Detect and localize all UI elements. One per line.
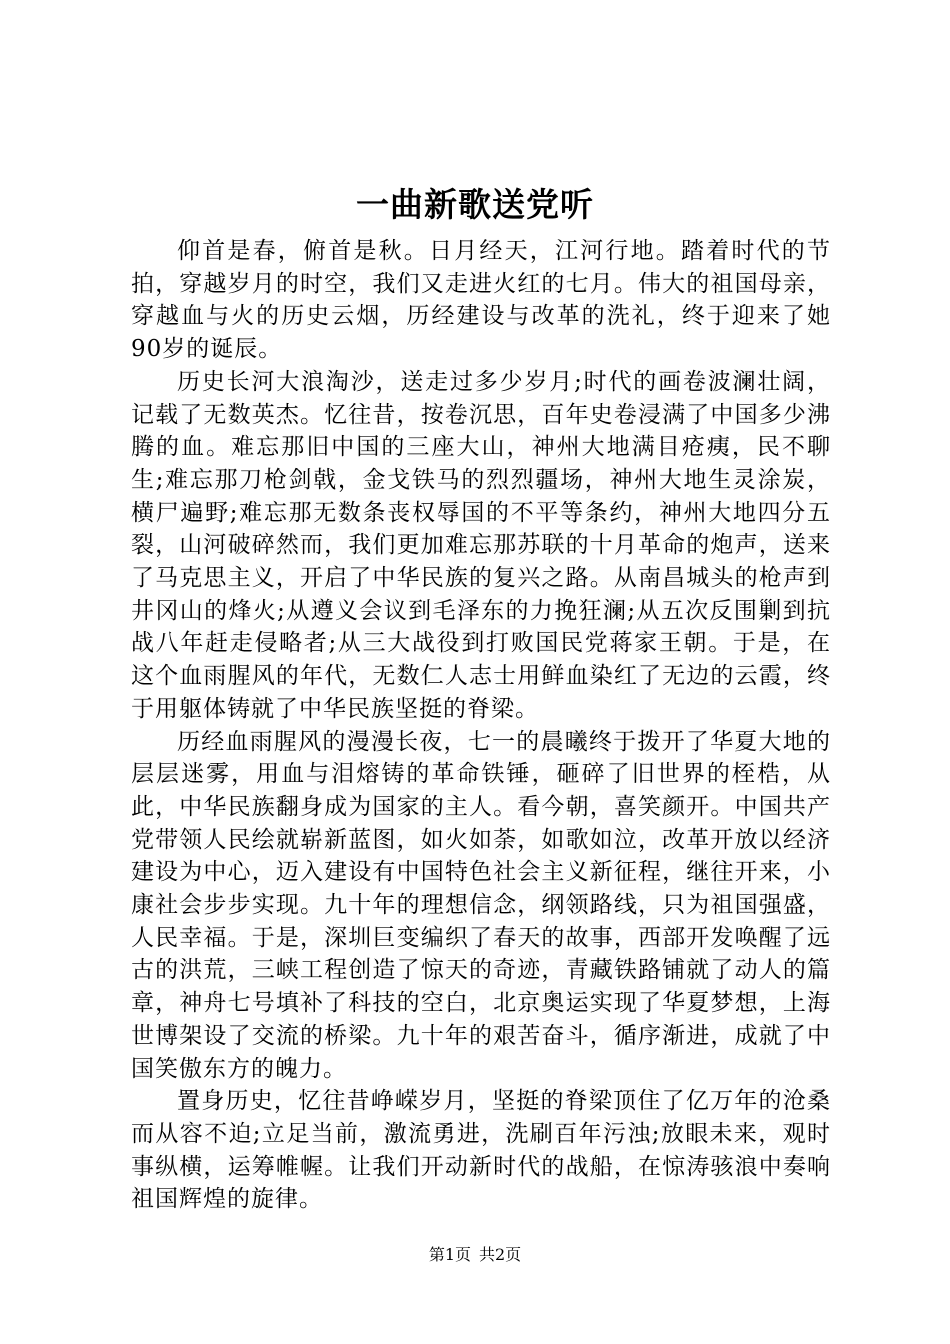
paragraph-1: 仰首是春，俯首是秋。日月经天，江河行地。踏着时代的节拍，穿越岁月的时空，我们又走进火红的七月。伟大的祖国母亲，穿越血与火的历史云烟，历经建设与改革的洗礼，终于迎来了她90岁的诞辰。 [131,238,831,363]
document-title: 一曲新歌送党听 [356,185,594,224]
page-number: 第1页 [428,1245,471,1264]
page-footer [0,1244,950,1266]
document-body [131,235,831,1216]
paragraph-4: 置身历史，忆往昔峥嵘岁月，坚挺的脊梁顶住了亿万年的沧桑而从容不迫;立足当前，激流勇进，洗刷百年污浊;放眼未来，观时事纵横，运筹帷幄。让我们开动新时代的战船，在惊涛骇浪中奏响祖国辉煌的旋律。 [131,1088,831,1213]
paragraph-2: 历史长河大浪淘沙，送走过多少岁月;时代的画卷波澜壮阔，记载了无数英杰。忆往昔，按卷沉思，百年史卷浸满了中国多少沸腾的血。难忘那旧中国的三座大山，神州大地满目疮痍，民不聊生;难忘那刀枪剑戟，金戈铁马的烈烈疆场，神州大地生灵涂炭，横尸遍野;难忘那无数条丧权辱国的不平等条约，神州大地四分五裂，山河破碎然而，我们更加难忘那苏联的十月革命的炮声，送来了马克思主义，开启了中华民族的复兴之路。从南昌城头的枪声到井冈山的烽火;从遵义会议到毛泽东的力挽狂澜;从五次反围剿到抗战八年赶走侵略者;从三大战役到打败国民党蒋家王朝。于是，在这个血雨腥风的年代，无数仁人志士用鲜血染红了无边的云霞，终于用躯体铸就了中华民族坚挺的脊梁。 [131,368,831,722]
page-total: 共2页 [479,1245,522,1264]
paragraph-3: 历经血雨腥风的漫漫长夜，七一的晨曦终于拨开了华夏大地的层层迷雾，用血与泪熔铸的革命铁锤，砸碎了旧世界的桎梏，从此，中华民族翻身成为国家的主人。看今朝，喜笑颜开。中国共产党带领人民绘就崭新蓝图，如火如荼，如歌如泣，改革开放以经济建设为中心，迈入建设有中国特色社会主义新征程，继往开来，小康社会步步实现。九十年的理想信念，纲领路线，只为祖国强盛，人民幸福。于是，深圳巨变编织了春天的故事，西部开发唤醒了远古的洪荒，三峡工程创造了惊天的奇迹，青藏铁路铺就了动人的篇章，神舟七号填补了科技的空白，北京奥运实现了华夏梦想，上海世博架设了交流的桥梁。九十年的艰苦奋斗，循序渐进，成就了中国笑傲东方的魄力。 [131,728,831,1082]
